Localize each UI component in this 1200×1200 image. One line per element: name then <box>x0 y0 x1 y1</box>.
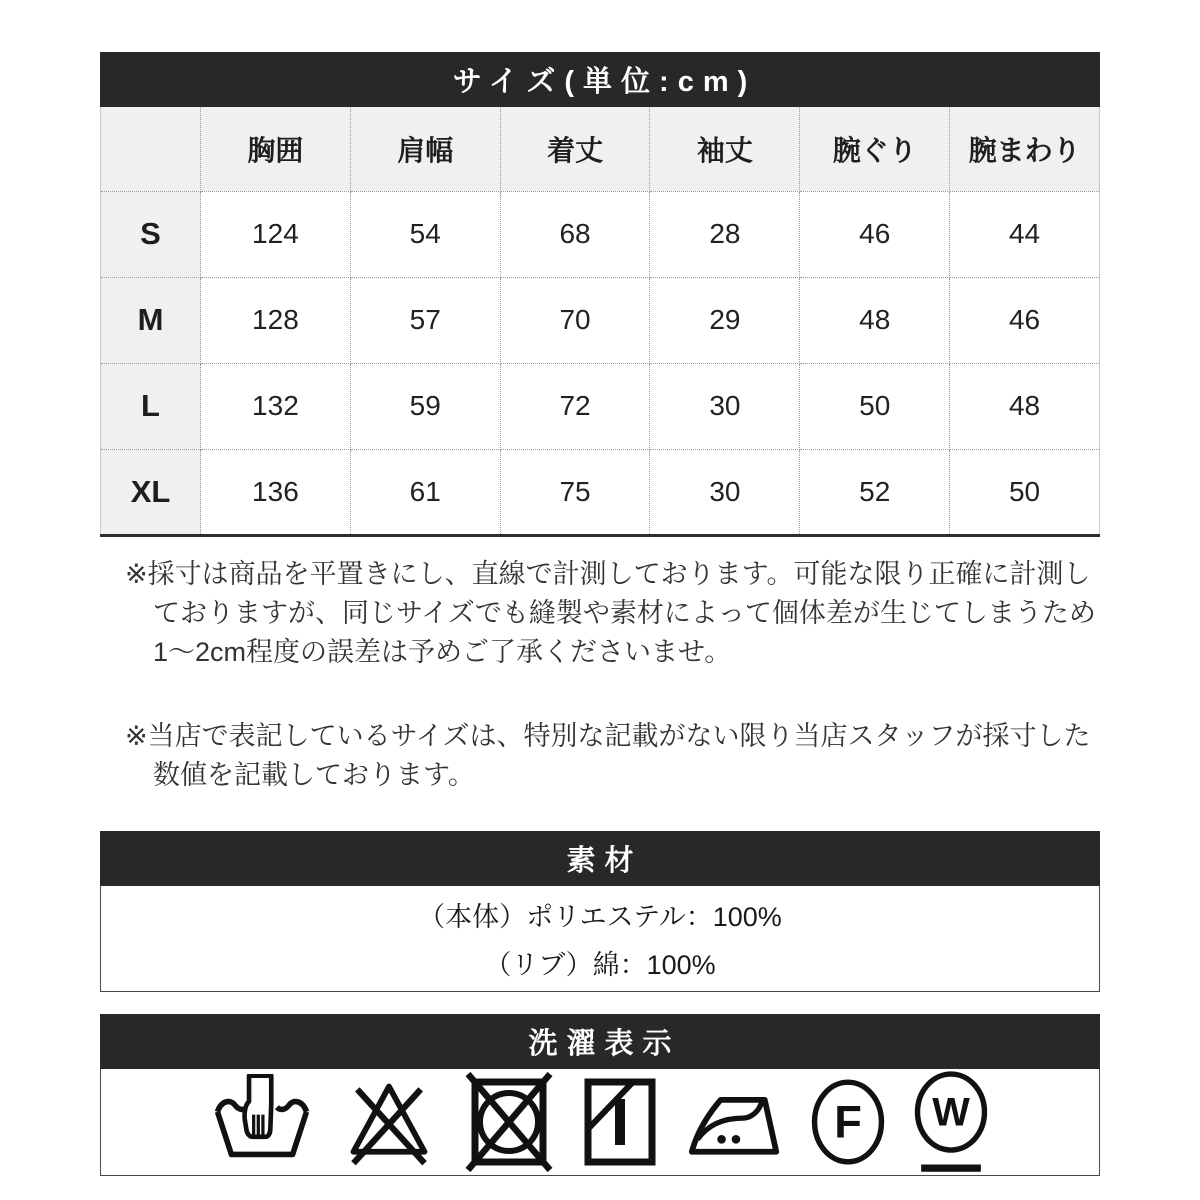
content-column <box>100 0 1100 1176</box>
size-label: M <box>101 277 201 363</box>
note-line: ※採寸は商品を平置きにし、直線で計測しております。可能な限り正確に計測し <box>125 558 1091 589</box>
table-row-size-m <box>101 277 1100 363</box>
size-section-title: サイズ(単位:cm) <box>452 66 757 98</box>
section-gap <box>100 992 1100 1014</box>
cell-value: 52 <box>800 449 950 535</box>
note-line: 数値を記載しております。 <box>153 759 475 790</box>
table-row-size-l <box>101 363 1100 449</box>
shade-drip-dry-icon <box>580 1072 660 1172</box>
size-table-corner-cell <box>101 107 201 191</box>
material-panel <box>100 886 1100 992</box>
cell-value: 68 <box>500 191 650 277</box>
laundry-symbols-panel <box>100 1069 1100 1176</box>
column-header-length: 着丈 <box>500 107 650 191</box>
cell-value: 29 <box>650 277 800 363</box>
note-measurement-tolerance <box>125 555 1100 672</box>
column-header-armhole: 腕ぐり <box>800 107 950 191</box>
size-label: S <box>101 191 201 277</box>
wet-clean-w-icon <box>913 1070 989 1174</box>
column-header-sleeve: 袖丈 <box>650 107 800 191</box>
note-staff-measured <box>125 717 1100 795</box>
size-label: L <box>101 363 201 449</box>
material-line-rib: （リブ）綿：100% <box>484 949 716 980</box>
column-header-arm-circumference: 腕まわり <box>950 107 1100 191</box>
material-section-title: 素材 <box>566 844 643 877</box>
column-header-chest: 胸囲 <box>201 107 351 191</box>
size-section-title-bar <box>100 52 1100 107</box>
cell-value: 48 <box>950 363 1100 449</box>
cell-value: 46 <box>800 191 950 277</box>
note-line: ておりますが、同じサイズでも縫製や素材によって個体差が生じてしまうため <box>153 597 1096 628</box>
dry-clean-letter: F <box>834 1095 862 1147</box>
cell-value: 48 <box>800 277 950 363</box>
cell-value: 44 <box>950 191 1100 277</box>
iron-medium-heat-icon <box>687 1074 783 1170</box>
note-line: ※当店で表記しているサイズは、特別な記載がない限り当店スタッフが採寸した <box>125 720 1091 751</box>
laundry-section-title-bar <box>100 1014 1100 1069</box>
cell-value: 70 <box>500 277 650 363</box>
do-not-bleach-icon <box>340 1074 438 1170</box>
material-section-title-bar <box>100 831 1100 886</box>
column-header-shoulder: 肩幅 <box>350 107 500 191</box>
cell-value: 72 <box>500 363 650 449</box>
cell-value: 132 <box>201 363 351 449</box>
hand-wash-icon <box>211 1074 313 1170</box>
cell-value: 124 <box>201 191 351 277</box>
cell-value: 59 <box>350 363 500 449</box>
laundry-section-title: 洗濯表示 <box>528 1027 681 1060</box>
dry-clean-f-icon <box>810 1076 886 1168</box>
size-table <box>100 107 1100 537</box>
note-line: 1〜2cm程度の誤差は予めご了承くださいませ。 <box>153 636 732 667</box>
cell-value: 50 <box>800 363 950 449</box>
cell-value: 30 <box>650 363 800 449</box>
cell-value: 128 <box>201 277 351 363</box>
cell-value: 75 <box>500 449 650 535</box>
cell-value: 50 <box>950 449 1100 535</box>
cell-value: 57 <box>350 277 500 363</box>
measurement-notes <box>100 537 1100 795</box>
cell-value: 28 <box>650 191 800 277</box>
cell-value: 136 <box>201 449 351 535</box>
size-table-header-row <box>101 107 1100 191</box>
table-row-size-s <box>101 191 1100 277</box>
wet-clean-letter: W <box>932 1090 970 1135</box>
cell-value: 46 <box>950 277 1100 363</box>
cell-value: 30 <box>650 449 800 535</box>
cell-value: 54 <box>350 191 500 277</box>
do-not-tumble-dry-icon <box>465 1072 553 1172</box>
material-line-body: （本体）ポリエステル：100% <box>418 901 782 932</box>
size-label: XL <box>101 449 201 535</box>
table-row-size-xl <box>101 449 1100 535</box>
cell-value: 61 <box>350 449 500 535</box>
